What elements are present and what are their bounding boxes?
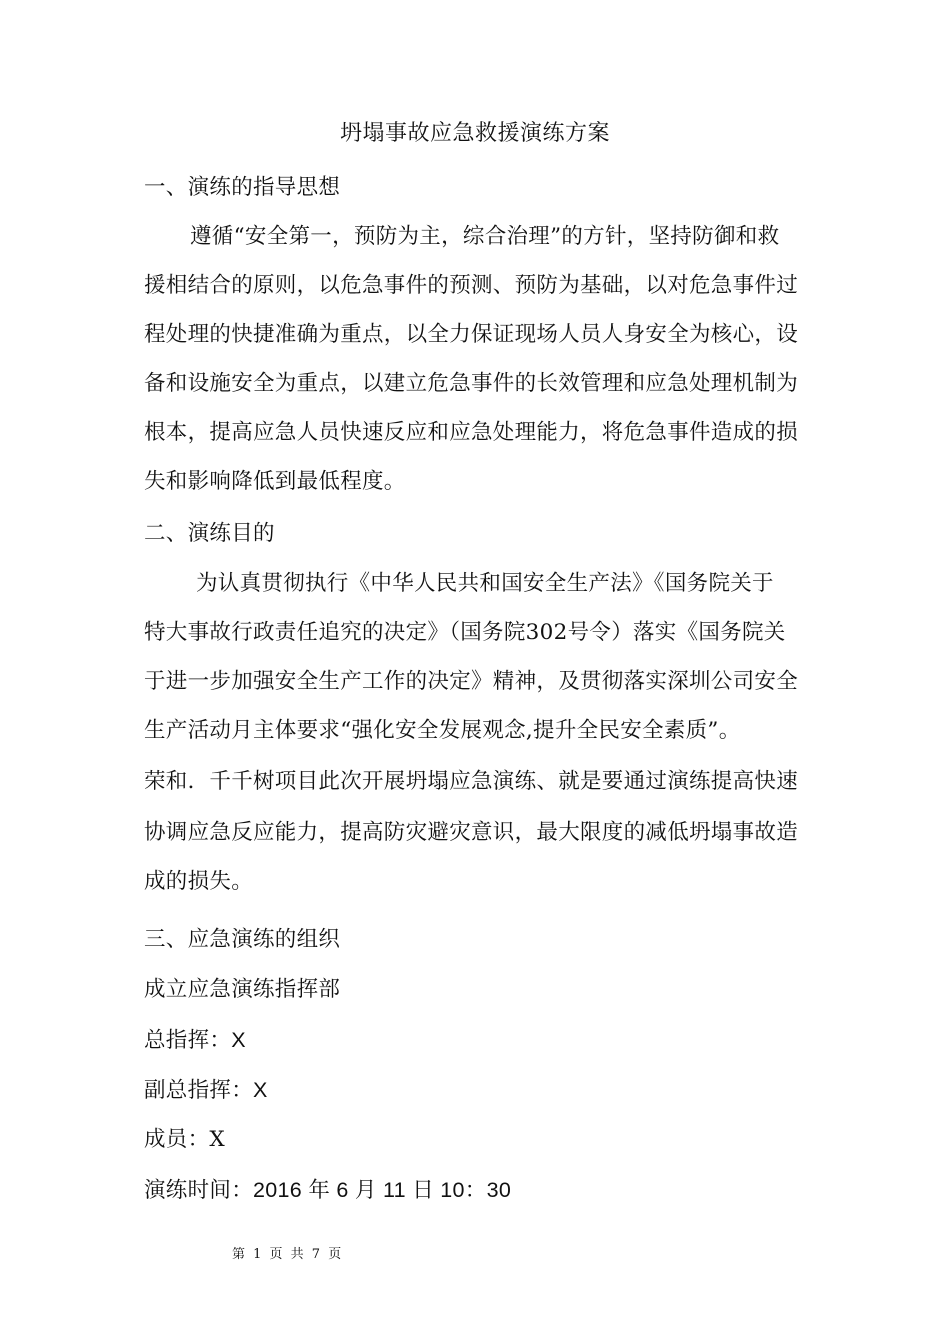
paragraph-line: 荣和．千千树项目此次开展坍塌应急演练、就是要通过演练提高快速 (144, 769, 799, 794)
section-heading-drill-purpose: 二、演练目的 (144, 521, 275, 546)
deputy-commander-row (144, 1072, 268, 1109)
document-title: 坍塌事故应急救援演练方案 (339, 121, 610, 146)
paragraph-line: 失和影响降低到最低程度。 (144, 469, 406, 494)
paragraph-line: 于进一步加强安全生产工作的决定》精神，及贯彻落实深圳公司安全 (144, 669, 799, 694)
paragraph-line: 援相结合的原则，以危急事件的预测、预防为基础，以对危急事件过 (144, 273, 799, 298)
section-heading-drill-organization: 三、应急演练的组织 (144, 927, 341, 952)
deputy-commander-label: 副总指挥： (144, 1078, 254, 1103)
section-heading-guiding-ideology: 一、演练的指导思想 (144, 175, 341, 200)
members-label: 成员： (144, 1127, 210, 1152)
drill-time-label: 演练时间： (144, 1178, 254, 1203)
deputy-commander-value: X (253, 1078, 268, 1102)
paragraph-line: 根本，提高应急人员快速反应和应急处理能力，将危急事件造成的损 (144, 420, 799, 445)
paragraph-line: 为认真贯彻执行《中华人民共和国安全生产法》《国务院关于 (196, 571, 774, 596)
commander-row (144, 1022, 246, 1059)
paragraph-line: 协调应急反应能力，提高防灾避灾意识，最大限度的减低坍塌事故造 (144, 820, 799, 845)
members-row (144, 1122, 225, 1158)
paragraph-line: 程处理的快捷准确为重点，以全力保证现场人员人身安全为核心，设 (144, 322, 799, 347)
commander-value: X (231, 1028, 246, 1052)
commander-label: 总指挥： (144, 1028, 232, 1053)
paragraph-line: 遵循“安全第一，预防为主，综合治理”的方针，坚持防御和救 (190, 224, 780, 249)
paragraph-line: 生产活动月主体要求“强化安全发展观念,提升全民安全素质”。 (144, 718, 741, 743)
paragraph-line: 备和设施安全为重点，以建立危急事件的长效管理和应急处理机制为 (144, 371, 799, 396)
drill-time-value: 2016 年 6 月 11 日 10：30 (253, 1178, 512, 1202)
paragraph-line: 特大事故行政责任追究的决定》（国务院302号令）落实《国务院关 (144, 620, 786, 645)
page-footer: 第 1 页 共 7 页 (232, 1247, 344, 1262)
command-center-intro: 成立应急演练指挥部 (144, 977, 341, 1002)
drill-time-row (144, 1172, 511, 1209)
members-value: X (209, 1127, 226, 1152)
paragraph-line: 成的损失。 (144, 869, 254, 894)
